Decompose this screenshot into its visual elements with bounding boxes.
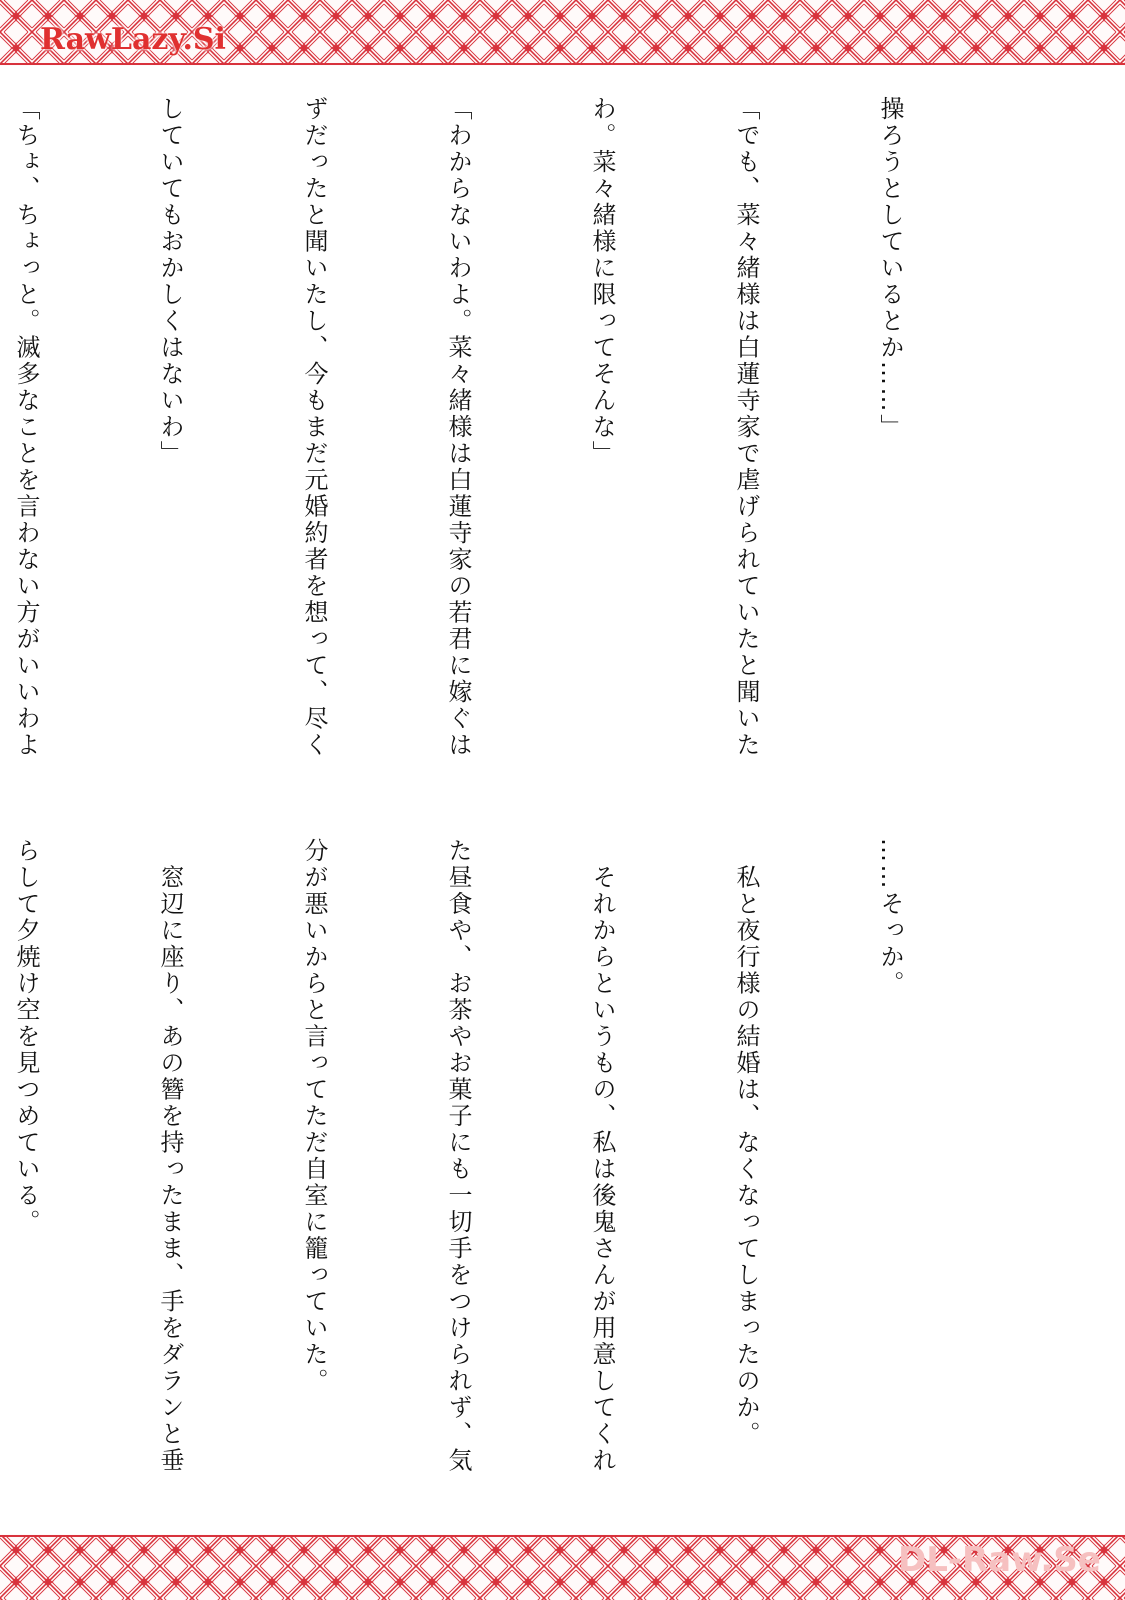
text-line: 分が悪いからと言ってただ自室に籠っていた。 [300, 838, 328, 1395]
text-line: それからというもの、私は後鬼さんが用意してくれ [588, 838, 616, 1474]
text-line: 「でも、菜々緒様は白蓮寺家で虐げられていたと聞いた [732, 96, 760, 759]
text-line: た昼食や、お茶やお菓子にも一切手をつけられず、気 [444, 838, 472, 1474]
text-line: 私と夜行様の結婚は、なくなってしまったのか。 [732, 838, 760, 1448]
text-line: ……そっか。 [876, 838, 904, 997]
text-line: していてもおかしくはないわ」 [156, 96, 184, 467]
text-line: 操ろうとしているとか……」 [876, 96, 904, 441]
lower-text-block [0, 838, 1010, 1528]
text-line: ずだったと聞いたし、今もまだ元婚約者を想って、尽く [300, 96, 328, 759]
text-line: わ。菜々緒様に限ってそんな」 [588, 96, 616, 467]
text-line: 「わからないわよ。菜々緒様は白蓮寺家の若君に嫁ぐは [444, 96, 472, 759]
text-line: 「ちょ、ちょっと。滅多なことを言わない方がいいわよ [12, 96, 40, 759]
upper-text-block [0, 96, 1010, 786]
text-line: 窓辺に座り、あの簪を持ったまま、手をダランと垂 [156, 838, 184, 1474]
watermark-bottom: DL-Raw.Se [898, 1540, 1101, 1580]
text-line: らして夕焼け空を見つめている。 [12, 838, 40, 1236]
watermark-top: RawLazy.Si [40, 22, 226, 57]
